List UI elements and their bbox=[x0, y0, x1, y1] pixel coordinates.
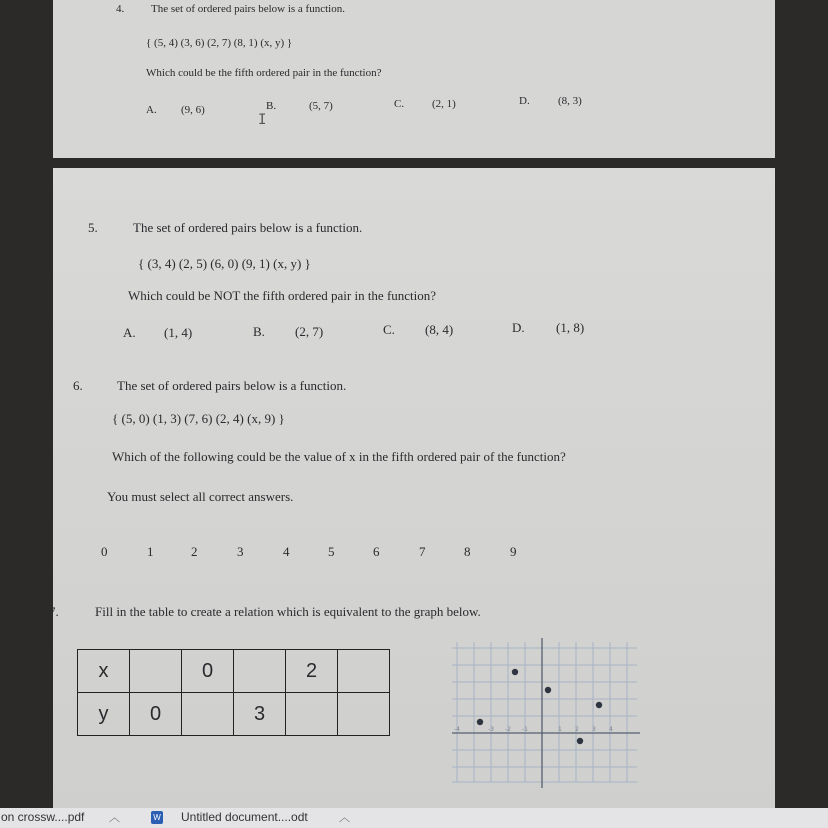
q6-option-7[interactable]: 7 bbox=[419, 544, 426, 559]
tick-label: -2 bbox=[505, 726, 511, 733]
table-cell-input[interactable] bbox=[338, 693, 390, 736]
relation-table bbox=[77, 649, 390, 736]
table-cell-input[interactable] bbox=[286, 693, 338, 736]
q4-choice-a-letter[interactable]: A. bbox=[146, 104, 157, 116]
q6-set: { (5, 0) (1, 3) (7, 6) (2, 4) (x, 9) } bbox=[112, 411, 285, 426]
q5-question: Which could be NOT the fifth ordered pair in the function? bbox=[128, 288, 437, 303]
table-cell-input[interactable] bbox=[338, 650, 390, 693]
tick-label: -4 bbox=[454, 726, 460, 733]
q6-option-6[interactable]: 6 bbox=[373, 544, 380, 559]
graph-point bbox=[577, 738, 583, 744]
tick-label: 1 bbox=[558, 726, 562, 733]
q5-number: 5. bbox=[88, 220, 98, 235]
q5-choice-c-value[interactable]: (8, 4) bbox=[425, 322, 454, 337]
graph-point bbox=[545, 687, 551, 693]
table-row-y bbox=[78, 693, 390, 736]
q5-choice-d-value[interactable]: (1, 8) bbox=[556, 320, 585, 335]
graph-axes bbox=[452, 638, 640, 788]
tick-label: 3 bbox=[592, 726, 596, 733]
q4-prompt: The set of ordered pairs below is a function. bbox=[151, 3, 345, 15]
table-cell-input[interactable] bbox=[182, 693, 234, 736]
q6-option-5[interactable]: 5 bbox=[328, 544, 335, 559]
q6-number: 6. bbox=[73, 378, 83, 393]
q4-choice-b-letter[interactable]: B. bbox=[266, 100, 277, 112]
q6-prompt: The set of ordered pairs below is a function. bbox=[117, 378, 347, 393]
q6-question: Which of the following could be the value of x in the fifth ordered pair of the function? bbox=[112, 449, 566, 464]
download-item-pdf[interactable]: on crossw....pdf bbox=[1, 810, 85, 824]
table-cell[interactable]: 2 bbox=[286, 650, 338, 693]
tick-label: 2 bbox=[575, 726, 579, 733]
table-cell[interactable]: 0 bbox=[182, 650, 234, 693]
q6-instruction: You must select all correct answers. bbox=[107, 489, 294, 504]
chevron-up-icon[interactable]: ︿ bbox=[109, 812, 120, 824]
table-row-x bbox=[78, 650, 390, 693]
q6-option-0[interactable]: 0 bbox=[101, 544, 108, 559]
q4-choice-c-letter[interactable]: C. bbox=[394, 98, 405, 110]
table-cell[interactable]: 3 bbox=[234, 693, 286, 736]
text-cursor-icon: I bbox=[258, 112, 267, 128]
tick-label: -3 bbox=[488, 726, 494, 733]
table-cell: y bbox=[78, 693, 130, 736]
document-icon: W bbox=[151, 811, 163, 824]
q6-option-1[interactable]: 1 bbox=[147, 544, 154, 559]
tick-label: 4 bbox=[609, 726, 613, 733]
q5-choice-d-letter[interactable]: D. bbox=[512, 320, 525, 335]
q6-option-9[interactable]: 9 bbox=[510, 544, 517, 559]
worksheet-top bbox=[53, 0, 775, 158]
q7-prompt: Fill in the table to create a relation which is equivalent to the graph below. bbox=[95, 604, 481, 619]
download-bar bbox=[0, 808, 828, 828]
tick-label: -1 bbox=[522, 726, 528, 733]
q5-prompt: The set of ordered pairs below is a function. bbox=[133, 220, 363, 235]
q4-choice-b-value[interactable]: (5, 7) bbox=[309, 100, 333, 112]
table-cell-input[interactable] bbox=[234, 650, 286, 693]
coordinate-graph bbox=[452, 632, 642, 792]
q6-option-2[interactable]: 2 bbox=[191, 544, 198, 559]
q4-question: Which could be the fifth ordered pair in the function? bbox=[146, 67, 382, 79]
table-cell: x bbox=[78, 650, 130, 693]
q4-number: 4. bbox=[116, 3, 125, 15]
q5-choice-c-letter[interactable]: C. bbox=[383, 322, 395, 337]
q4-choice-a-value[interactable]: (9, 6) bbox=[181, 104, 205, 116]
q6-option-8[interactable]: 8 bbox=[464, 544, 471, 559]
download-item-odt[interactable]: Untitled document....odt bbox=[181, 810, 308, 824]
q5-choice-a-letter[interactable]: A. bbox=[123, 325, 136, 340]
q4-choice-d-letter[interactable]: D. bbox=[519, 95, 530, 107]
chevron-up-icon[interactable]: ︿ bbox=[339, 812, 350, 824]
graph-tick-labels bbox=[454, 726, 613, 733]
table-cell[interactable]: 0 bbox=[130, 693, 182, 736]
q7-number: 7. bbox=[49, 604, 59, 619]
q6-option-3[interactable]: 3 bbox=[237, 544, 244, 559]
graph-point bbox=[596, 702, 602, 708]
graph-grid bbox=[452, 642, 637, 782]
q4-set: { (5, 4) (3, 6) (2, 7) (8, 1) (x, y) } bbox=[146, 37, 293, 49]
table-cell-input[interactable] bbox=[130, 650, 182, 693]
graph-point bbox=[477, 719, 483, 725]
q4-choice-d-value[interactable]: (8, 3) bbox=[558, 95, 582, 107]
q5-choice-b-value[interactable]: (2, 7) bbox=[295, 324, 324, 339]
q5-choice-b-letter[interactable]: B. bbox=[253, 324, 265, 339]
q4-choice-c-value[interactable]: (2, 1) bbox=[432, 98, 456, 110]
graph-point bbox=[512, 669, 518, 675]
q6-option-4[interactable]: 4 bbox=[283, 544, 290, 559]
q5-choice-a-value[interactable]: (1, 4) bbox=[164, 325, 193, 340]
q5-set: { (3, 4) (2, 5) (6, 0) (9, 1) (x, y) } bbox=[138, 256, 311, 271]
